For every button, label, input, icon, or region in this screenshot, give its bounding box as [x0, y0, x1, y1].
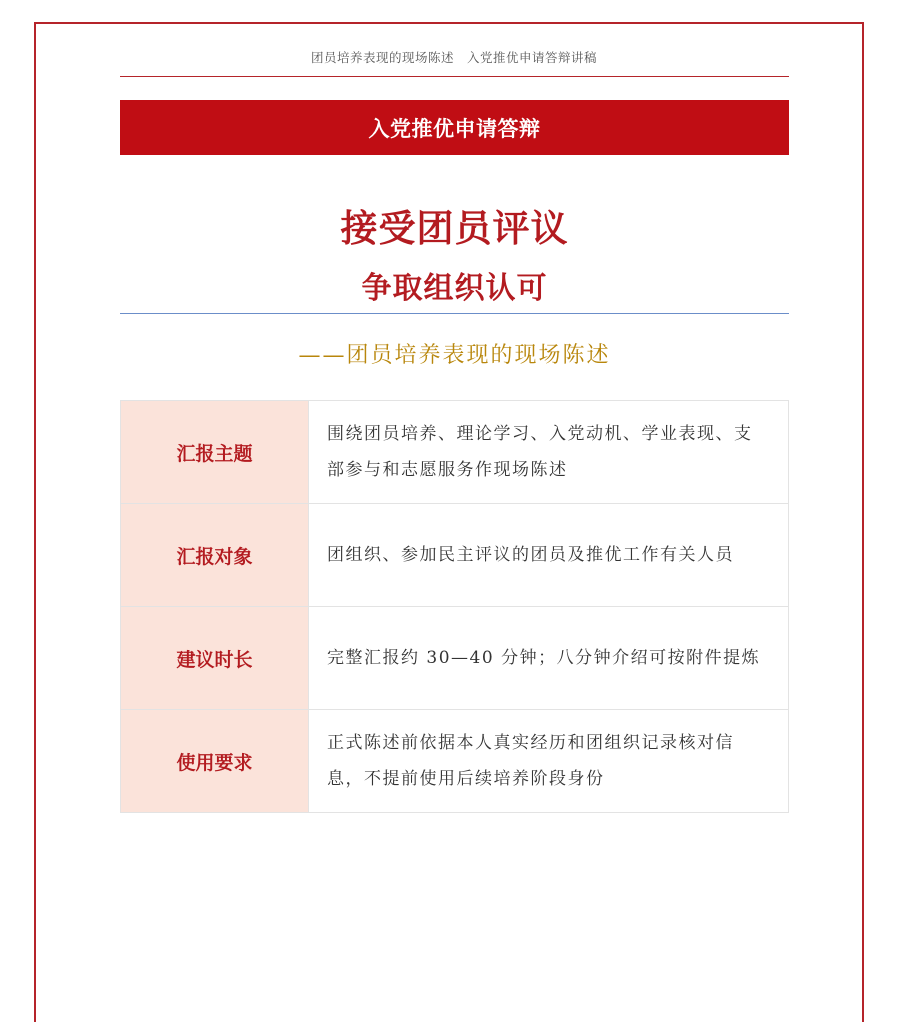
table-row [121, 607, 789, 710]
row-value-topic: 围绕团员培养、理论学习、入党动机、学业表现、支部参与和志愿服务作现场陈述 [309, 401, 789, 504]
running-header: 团员培养表现的现场陈述 入党推优申请答辩讲稿 [310, 50, 597, 65]
row-value-duration: 完整汇报约 30—40 分钟；八分钟介绍可按附件提炼 [309, 607, 789, 710]
table-row [121, 710, 789, 813]
page-title: 接受团员评议 [340, 207, 569, 250]
title-divider [120, 313, 789, 314]
row-label-duration: 建议时长 [121, 607, 309, 710]
header-divider [120, 76, 789, 77]
row-label-requirements: 使用要求 [121, 710, 309, 813]
page-subtitle-line: 争取组织认可 [361, 271, 548, 306]
row-label-topic: 汇报主题 [121, 401, 309, 504]
row-value-audience: 团组织、参加民主评议的团员及推优工作有关人员 [309, 504, 789, 607]
row-value-requirements: 正式陈述前依据本人真实经历和团组织记录核对信息，不提前使用后续培养阶段身份 [309, 710, 789, 813]
section-banner-label: 入党推优申请答辩 [368, 116, 541, 141]
info-table [120, 400, 789, 813]
table-row [121, 401, 789, 504]
section-banner [120, 100, 789, 155]
row-label-audience: 汇报对象 [121, 504, 309, 607]
table-row [121, 504, 789, 607]
document-subtitle: ——团员培养表现的现场陈述 [298, 343, 611, 368]
